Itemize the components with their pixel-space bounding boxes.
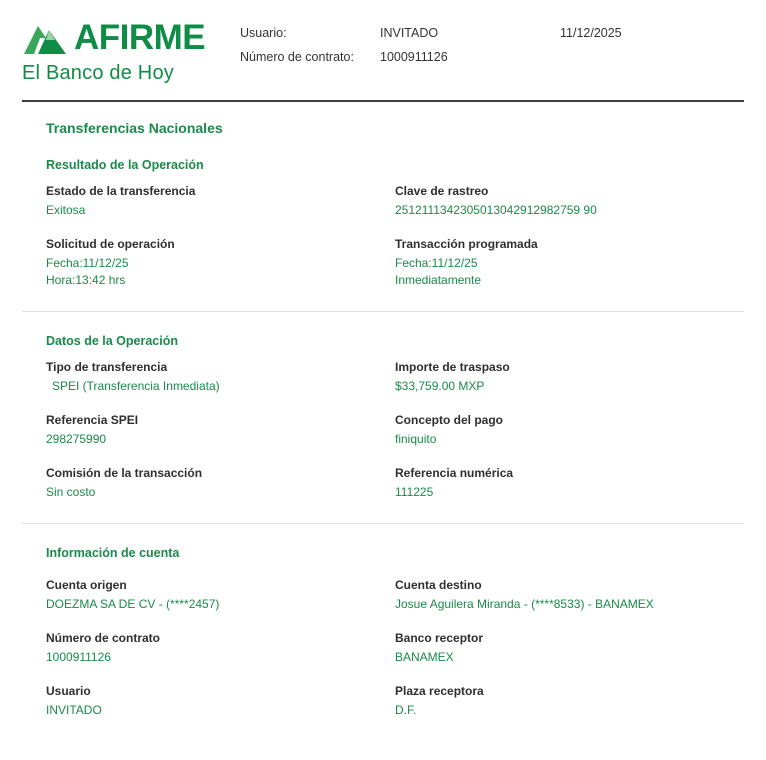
field-value: BANAMEX <box>395 650 454 664</box>
field-value: Josue Aguilera Miranda - (****8533) - BANAMEX <box>395 597 654 611</box>
field-value: 2512111342305013042912982759 90 <box>395 203 597 217</box>
header-row-user <box>240 26 744 40</box>
section-column-right <box>395 578 744 737</box>
field-value: Fecha:11/12/25 <box>46 256 129 270</box>
contract-label: Número de contrato: <box>240 50 354 64</box>
field-label: Usuario <box>46 684 91 698</box>
field-value: 111225 <box>395 485 434 499</box>
header-fields <box>222 16 744 74</box>
field-label: Cuenta destino <box>395 578 482 592</box>
section-grid <box>46 578 744 737</box>
section-column-right <box>395 360 744 519</box>
field-numero-contrato <box>46 631 381 666</box>
document-header <box>0 0 766 96</box>
field-label: Solicitud de operación <box>46 237 175 251</box>
field-label: Banco receptor <box>395 631 484 645</box>
field-label: Plaza receptora <box>395 684 484 698</box>
field-referencia-numerica <box>395 466 730 501</box>
brand-tagline: El Banco de Hoy <box>22 62 174 84</box>
header-divider <box>22 100 744 102</box>
field-label: Número de contrato <box>46 631 161 645</box>
field-banco-receptor <box>395 631 730 666</box>
section-divider <box>22 523 744 524</box>
field-cuenta-origen <box>46 578 381 613</box>
user-value: INVITADO <box>380 26 439 40</box>
field-transaccion-programada <box>395 237 730 289</box>
field-value-secondary: Inmediatamente <box>395 273 482 287</box>
field-label: Comisión de la transacción <box>46 466 203 480</box>
section-informacion-cuenta <box>22 546 744 737</box>
field-value: finiquito <box>395 432 437 446</box>
section-resultado-operacion <box>22 158 744 312</box>
field-usuario <box>46 684 381 719</box>
field-value: INVITADO <box>46 703 102 717</box>
field-value: Sin costo <box>46 485 96 499</box>
brand-top <box>22 18 222 58</box>
user-label: Usuario: <box>240 26 287 40</box>
section-grid <box>46 360 744 519</box>
field-value: 298275990 <box>46 432 107 446</box>
field-estado-transferencia <box>46 184 381 219</box>
field-label: Estado de la transferencia <box>46 184 196 198</box>
section-grid <box>46 184 744 307</box>
field-clave-rastreo <box>395 184 730 219</box>
contract-value: 1000911126 <box>380 50 448 64</box>
field-value: Exitosa <box>46 203 86 217</box>
section-datos-operacion <box>22 334 744 524</box>
field-label: Transacción programada <box>395 237 538 251</box>
section-title: Resultado de la Operación <box>46 158 204 172</box>
field-label: Referencia SPEI <box>46 413 139 427</box>
header-date: 11/12/2025 <box>560 26 622 40</box>
field-label: Clave de rastreo <box>395 184 489 198</box>
field-solicitud-operacion <box>46 237 381 289</box>
section-title: Información de cuenta <box>46 546 180 560</box>
section-title: Datos de la Operación <box>46 334 178 348</box>
section-column-left <box>46 360 395 519</box>
brand-name: AFIRME <box>74 18 206 57</box>
field-label: Cuenta origen <box>46 578 127 592</box>
field-cuenta-destino <box>395 578 730 613</box>
field-value: DOEZMA SA DE CV - (****2457) <box>46 597 220 611</box>
brand-block <box>22 16 222 86</box>
section-column-left <box>46 578 395 737</box>
field-plaza-receptora <box>395 684 730 719</box>
section-column-right <box>395 184 744 307</box>
field-label: Tipo de transferencia <box>46 360 168 374</box>
field-tipo-transferencia <box>46 360 381 395</box>
field-value: $33,759.00 MXP <box>395 379 485 393</box>
field-value: Fecha:11/12/25 <box>395 256 478 270</box>
field-value-secondary: Hora:13:42 hrs <box>46 273 126 287</box>
header-row-contract <box>240 50 744 64</box>
page-title: Transferencias Nacionales <box>46 120 223 136</box>
field-concepto-pago <box>395 413 730 448</box>
document-body <box>0 120 766 737</box>
mountain-logo-icon <box>22 18 68 58</box>
field-label: Concepto del pago <box>395 413 503 427</box>
section-divider <box>22 311 744 312</box>
field-label: Importe de traspaso <box>395 360 510 374</box>
section-column-left <box>46 184 395 307</box>
field-value: D.F. <box>395 703 417 717</box>
field-label: Referencia numérica <box>395 466 514 480</box>
field-importe-traspaso <box>395 360 730 395</box>
field-referencia-spei <box>46 413 381 448</box>
field-comision-transaccion <box>46 466 381 501</box>
field-value: SPEI (Transferencia Inmediata) <box>52 379 220 393</box>
field-value: 1000911126 <box>46 650 111 664</box>
